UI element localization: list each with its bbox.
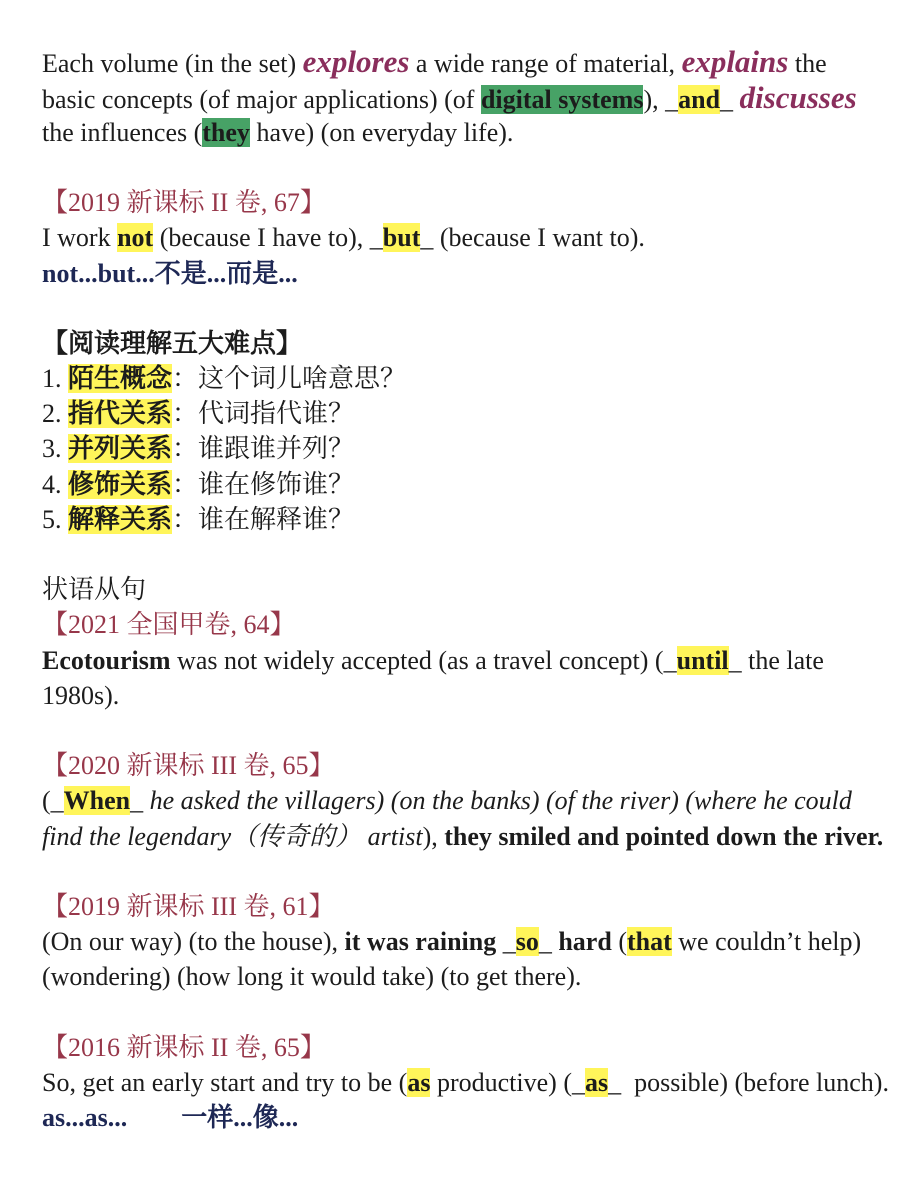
section-title: 状语从句 — [42, 575, 147, 605]
sentence-text: the — [788, 49, 827, 79]
source-label: 【2019 新课标 III 卷, 61】 — [42, 891, 335, 921]
difficulty-item — [42, 431, 917, 466]
emphasized-verb: explains — [681, 44, 789, 80]
example-2020-65 — [42, 748, 917, 854]
sentence-text: the influences ( — [42, 117, 203, 147]
item-number: 1. — [42, 364, 68, 394]
example-not-but — [42, 185, 917, 291]
pattern-note-chinese: 一样...像... — [181, 1103, 299, 1133]
difficulties-heading: 【阅读理解五大难点】 — [42, 328, 303, 358]
highlighted-conjunction: until — [676, 645, 729, 675]
source-label: 【2016 新课标 II 卷, 65】 — [42, 1032, 326, 1062]
sentence-text: _ — [720, 84, 740, 114]
sentence-text: 1980s). — [42, 680, 120, 710]
source-label: 【2020 新课标 III 卷, 65】 — [42, 751, 335, 781]
sentence-text: we couldn’t help) — [671, 927, 862, 957]
highlighted-conjunction: as — [584, 1067, 609, 1097]
sentence-text: _ possible) (before lunch). — [608, 1067, 889, 1097]
sentence-text: (_ — [42, 786, 64, 816]
sentence-text: (On our way) (to the house), — [42, 927, 345, 957]
pattern-note-english: as...as... — [42, 1103, 128, 1133]
bold-subject: Ecotourism — [42, 645, 171, 675]
sentence-text: _ — [538, 927, 559, 957]
italic-clause: find the legendary（传奇的） artist — [42, 821, 423, 851]
highlighted-conjunction: so — [515, 927, 539, 957]
example-2016-65 — [42, 1030, 917, 1136]
difficulty-item — [42, 502, 917, 537]
sentence-line — [42, 924, 917, 959]
difficulty-term: 并列关系 — [68, 434, 173, 464]
intro-example — [42, 44, 917, 150]
sentence-line — [42, 643, 917, 678]
difficulty-question: ：这个词儿啥意思？ — [172, 364, 407, 394]
sentence-text: _ (because I want to). — [420, 223, 645, 253]
sentence-text: productive) (_ — [430, 1067, 585, 1097]
difficulty-term: 指代关系 — [68, 399, 173, 429]
sentence-line — [42, 783, 917, 818]
item-number: 5. — [42, 504, 68, 534]
sentence-line — [42, 819, 917, 854]
sentence-line — [42, 220, 917, 255]
difficulty-question: ：代词指代谁？ — [172, 399, 355, 429]
sentence-text: basic concepts (of major applications) (of — [42, 84, 481, 114]
difficulty-question: ：谁在解释谁？ — [172, 504, 355, 534]
highlighted-conjunction: but — [382, 223, 421, 253]
sentence-text: a wide range of material, — [409, 49, 682, 79]
highlighted-conjunction: as — [407, 1067, 431, 1097]
sentence-text: . — [876, 821, 884, 851]
sentence-line — [42, 80, 917, 115]
sentence-text: ), _ — [643, 84, 679, 114]
sentence-text: was not widely accepted (as a travel concept) (_ — [170, 645, 677, 675]
example-2021-64 — [42, 607, 917, 713]
sentence-text: So, get an early start and try to be ( — [42, 1067, 408, 1097]
highlighted-pronoun: they — [202, 117, 250, 147]
highlighted-conjunction: and — [678, 84, 721, 114]
sentence-text: ), — [422, 821, 445, 851]
sentence-line — [42, 115, 917, 150]
bold-main-clause: hard — [558, 927, 612, 957]
source-label: 【2019 新课标 II 卷, 67】 — [42, 188, 326, 218]
source-label: 【2021 全国甲卷, 64】 — [42, 610, 296, 640]
item-number: 2. — [42, 399, 68, 429]
sentence-text: ( — [611, 927, 627, 957]
item-number: 4. — [42, 469, 68, 499]
sentence-line — [42, 678, 917, 713]
sentence-text: _ the late — [728, 645, 824, 675]
sentence-text: _ — [130, 786, 150, 816]
emphasized-verb: discusses — [739, 79, 857, 115]
sentence-text: Each volume (in the set) — [42, 49, 303, 79]
bold-main-clause: it was raining — [344, 927, 497, 957]
reading-difficulties — [42, 326, 917, 537]
difficulty-question: ：谁跟谁并列？ — [172, 434, 355, 464]
highlighted-word: not — [117, 223, 154, 253]
sentence-text: _ — [496, 927, 516, 957]
difficulty-item — [42, 396, 917, 431]
difficulty-item — [42, 467, 917, 502]
sentence-text: (because I have to), _ — [153, 223, 383, 253]
highlighted-conjunction: When — [63, 786, 131, 816]
difficulty-term: 修饰关系 — [68, 469, 173, 499]
difficulty-question: ：谁在修饰谁？ — [172, 469, 355, 499]
item-number: 3. — [42, 434, 68, 464]
difficulty-term: 解释关系 — [68, 504, 173, 534]
sentence-line — [42, 959, 917, 994]
sentence-text: I work — [42, 223, 118, 253]
bold-main-clause: they smiled and pointed down the river — [444, 821, 877, 851]
sentence-text: (wondering) (how long it would take) (to get there). — [42, 962, 582, 992]
difficulty-item — [42, 361, 917, 396]
emphasized-verb: explores — [302, 44, 410, 80]
sentence-text: have) (on everyday life). — [249, 117, 514, 147]
highlighted-phrase: digital systems — [480, 84, 644, 114]
sentence-line — [42, 1065, 917, 1100]
pattern-note: not...but...不是...而是... — [42, 258, 298, 288]
italic-clause: he asked the villagers) (on the banks) (of the river) (where he could — [149, 786, 852, 816]
highlighted-conjunction: that — [626, 927, 672, 957]
sentence-line — [42, 44, 917, 79]
difficulty-term: 陌生概念 — [68, 364, 173, 394]
pattern-note — [42, 1100, 917, 1135]
adverbial-clause-section — [42, 572, 917, 1135]
example-2019-61 — [42, 889, 917, 995]
